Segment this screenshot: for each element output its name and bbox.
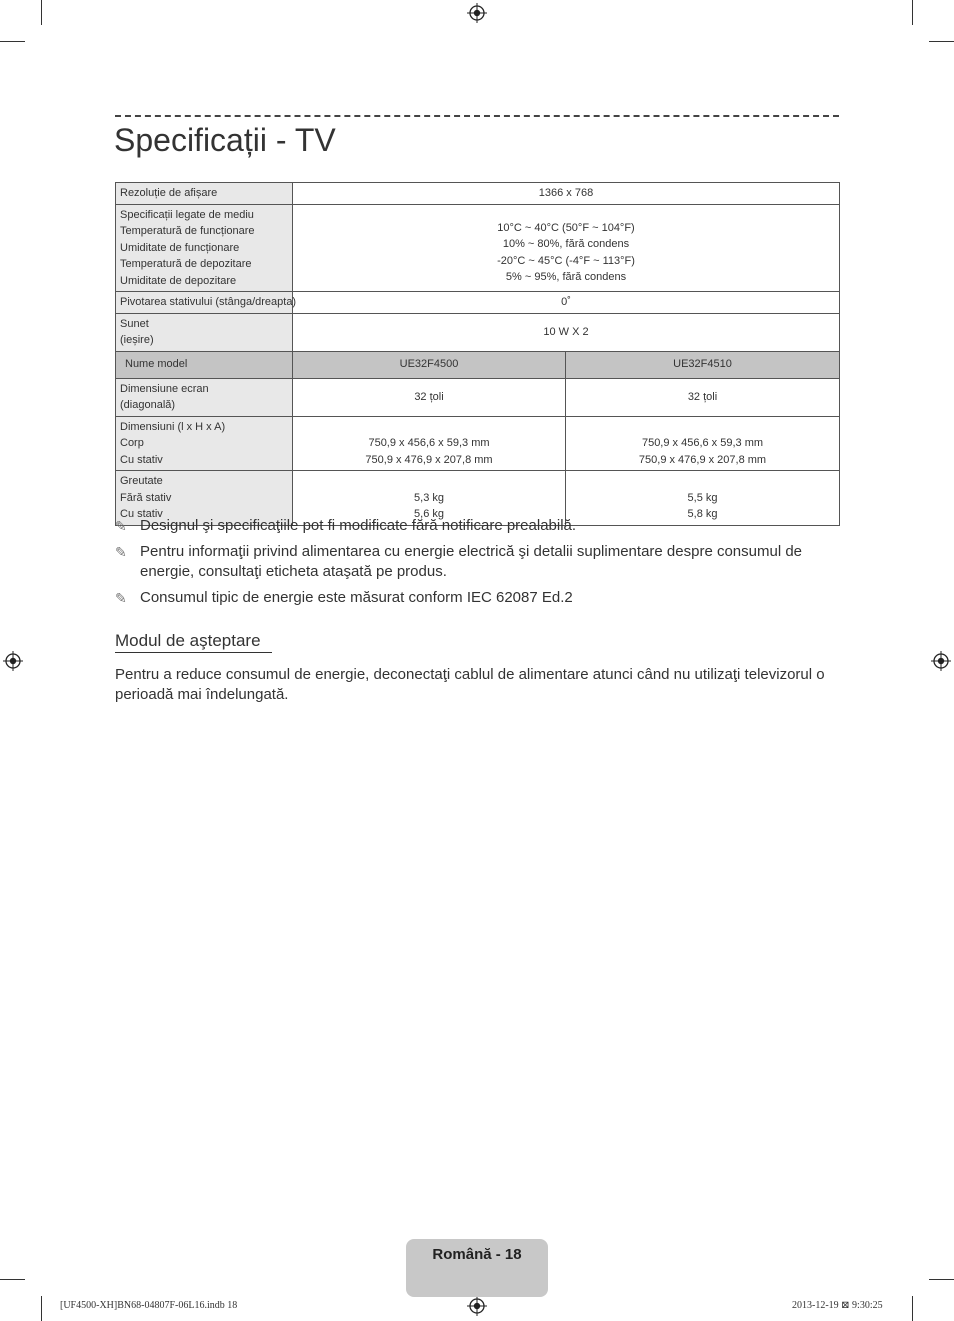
crop-mark <box>0 1279 25 1280</box>
crosshair-icon <box>467 1296 487 1316</box>
crop-mark <box>929 41 954 42</box>
page-title: Specificații - TV <box>114 122 336 158</box>
crop-mark <box>41 1296 42 1321</box>
value-line: 5,8 kg <box>687 508 718 520</box>
value-line: 5,3 kg <box>414 491 444 504</box>
row-value: 32 țoli <box>566 378 840 416</box>
row-label <box>116 313 293 351</box>
model-name-1: UE32F4500 <box>293 351 566 378</box>
table-row <box>116 183 840 205</box>
value-line: 5% ~ 95%, fără condens <box>505 271 627 284</box>
crop-mark <box>0 41 25 42</box>
value-line: 10% ~ 80%, fără condens <box>502 238 630 251</box>
label-line: Dimensiuni (l x H x A) <box>120 420 226 433</box>
row-value: 10 W X 2 <box>293 313 840 351</box>
row-value <box>293 204 840 292</box>
note-item <box>115 588 839 608</box>
row-label <box>116 416 293 471</box>
pencil-icon: ✎ <box>115 518 127 534</box>
pencil-icon: ✎ <box>115 589 127 606</box>
value-line: 750,9 x 476,9 x 207,8 mm <box>365 453 493 466</box>
note-item <box>115 542 839 581</box>
crosshair-icon <box>3 651 23 671</box>
row-label: Rezoluție de afișare <box>116 183 293 205</box>
value-line: 750,9 x 456,6 x 59,3 mm <box>368 437 490 449</box>
label-line: Specificații legate de mediu <box>120 208 254 221</box>
row-value: 0˚ <box>293 292 840 314</box>
table-row <box>116 204 840 292</box>
label-line: (ieșire) <box>120 334 154 346</box>
note-item <box>115 516 839 536</box>
model-name-2: UE32F4510 <box>566 351 840 378</box>
label-line: (diagonală) <box>120 399 176 411</box>
page-number: Română - 18 <box>432 1246 522 1263</box>
label-line: Sunet <box>120 317 149 330</box>
standby-paragraph: Pentru a reduce consumul de energie, deconectaţi cablul de alimentare atunci când nu utilizaţi televizorul o perioadă mai îndelungată. <box>115 666 825 703</box>
table-header-row <box>116 351 840 378</box>
notes-list <box>115 516 839 614</box>
footer-file-info: [UF4500-XH]BN68-04807F-06L16.indb 18 <box>60 1300 238 1311</box>
table-row <box>116 416 840 471</box>
label-line: Temperatură de funcționare <box>120 225 255 237</box>
label-line: Umiditate de funcționare <box>120 241 240 254</box>
row-label <box>116 378 293 416</box>
value-line: 750,9 x 456,6 x 59,3 mm <box>641 437 764 449</box>
label-line: Greutate <box>120 475 163 487</box>
value-line: 5,5 kg <box>687 491 718 504</box>
table-row <box>116 292 840 314</box>
heading-underline <box>115 652 272 653</box>
table-row <box>116 378 840 416</box>
note-text: Pentru informaţii privind alimentarea cu energie electrică şi detalii suplimentare despre consumul de energie, consultaţi eticheta ataşată pe produs. <box>140 543 802 580</box>
row-label: Pivotarea stativului (stânga/dreapta) <box>116 292 293 314</box>
crop-mark <box>929 1279 954 1280</box>
row-value <box>293 416 566 471</box>
label-line: Fără stativ <box>120 491 172 504</box>
crosshair-icon <box>467 3 487 23</box>
crosshair-icon <box>931 651 951 671</box>
label-line: Temperatură de depozitare <box>120 258 252 270</box>
pencil-icon: ✎ <box>115 544 127 560</box>
row-label <box>116 204 293 292</box>
crop-mark <box>912 0 913 25</box>
table-row <box>116 313 840 351</box>
title-dashed-rule <box>115 115 839 117</box>
value-line: 750,9 x 476,9 x 207,8 mm <box>638 453 767 466</box>
crop-mark <box>912 1296 913 1321</box>
label-line: Cu stativ <box>120 453 163 466</box>
model-header-label: Nume model <box>116 351 293 378</box>
row-value <box>566 416 840 471</box>
value-line: -20°C ~ 45°C (-4°F ~ 113°F) <box>497 254 635 267</box>
footer-timestamp: 2013-12-19 ⊠ 9:30:25 <box>792 1300 883 1311</box>
section-heading: Modul de aşteptare <box>115 631 261 650</box>
value-line: 5,6 kg <box>414 508 444 520</box>
row-value: 32 țoli <box>293 378 566 416</box>
note-text: Consumul tipic de energie este măsurat conform IEC 62087 Ed.2 <box>140 588 573 606</box>
row-value: 1366 x 768 <box>293 183 840 205</box>
label-line: Dimensiune ecran <box>120 382 209 395</box>
value-line: 10°C ~ 40°C (50°F ~ 104°F) <box>497 221 635 234</box>
note-text: Designul şi specificaţiile pot fi modificate fără notificare prealabilă. <box>140 517 577 534</box>
spec-table <box>115 182 840 526</box>
label-line: Umiditate de depozitare <box>120 274 237 287</box>
crop-mark <box>41 0 42 25</box>
label-line: Corp <box>120 437 144 449</box>
label-line: Cu stativ <box>120 508 163 520</box>
